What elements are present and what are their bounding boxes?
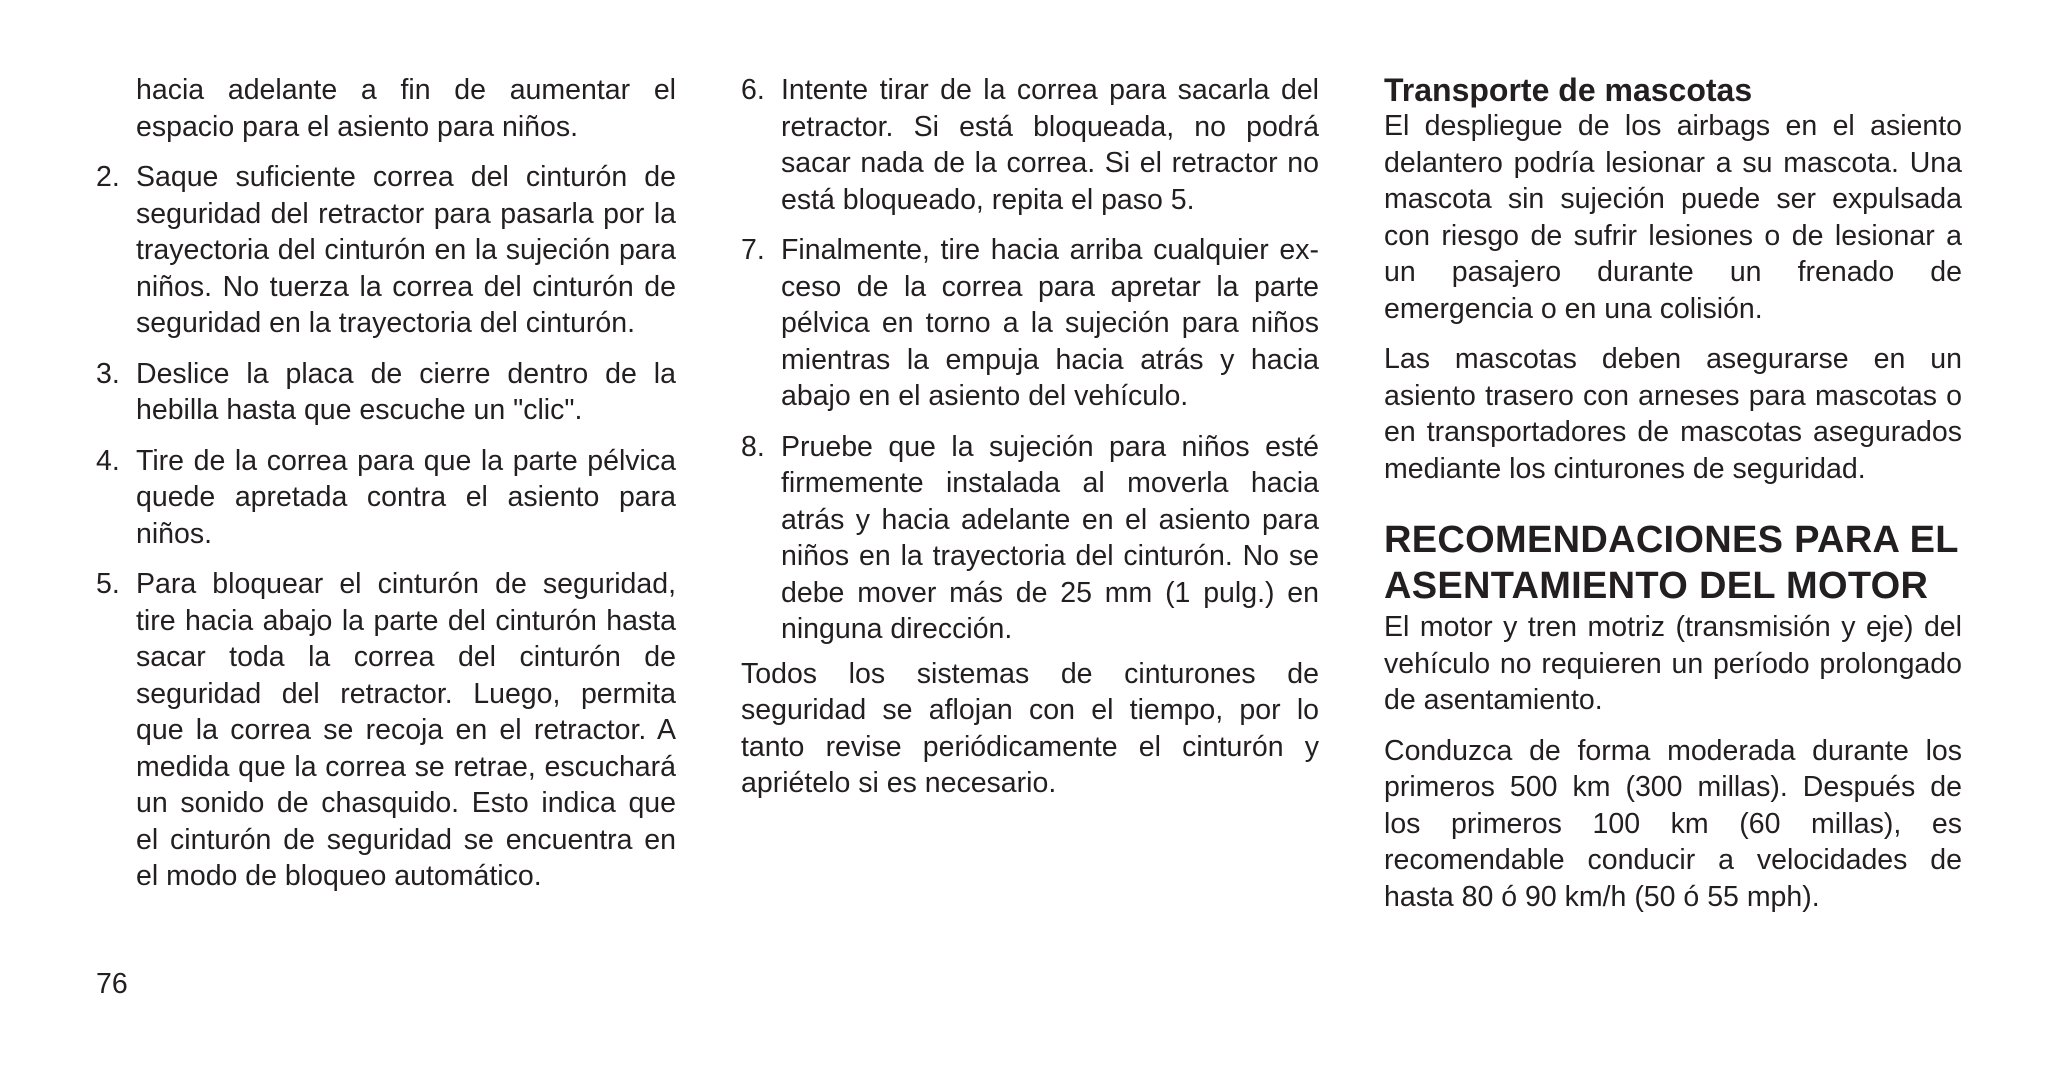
list-item-step-7 bbox=[741, 232, 1319, 415]
step-number: 3. bbox=[96, 357, 120, 390]
engine-paragraph: Conduzca de forma moderada durante los primeros 500 km (300 millas). Después de los primeros 100 km (60 millas), es recomendable conducir a velocidades de hasta 80 ó 90 km/h (50 ó 55 mph). bbox=[1384, 734, 1962, 913]
step-number: 4. bbox=[96, 444, 120, 477]
step-text: Pruebe que la sujeción para niños esté firmemente instalada al moverla hacia atrás y hacia adelante en el asiento para niños en la trayectoria del cinturón. No se debe mover más de 25 mm (1 pulg.) en ninguna dirección. bbox=[781, 430, 1319, 645]
column-left bbox=[96, 72, 676, 909]
column-right bbox=[1384, 72, 1962, 929]
step-text: Deslice la placa de cierre dentro de la hebilla hasta que escuche un "clic". bbox=[136, 357, 676, 426]
list-item-step-6 bbox=[741, 72, 1319, 218]
pets-heading: Transporte de mascotas bbox=[1384, 72, 1753, 108]
step-text: Intente tirar de la correa para sacarla del retractor. Si está bloqueada, no podrá sacar nada de la correa. Si el retractor no está bloqueado, repita el paso 5. bbox=[781, 74, 1319, 216]
list-item-step-8 bbox=[741, 429, 1319, 648]
pets-paragraph: El despliegue de los airbags en el asiento delantero podría lesionar a su mascota. Una mascota sin sujeción puede ser expulsada con riesgo de sufrir lesiones o de lesionar a un pasajero durante un frenado de emergencia o en una colisión. bbox=[1384, 110, 1962, 325]
column-middle bbox=[741, 72, 1319, 816]
list-item-step-2 bbox=[96, 159, 676, 342]
list-item-step-5 bbox=[96, 566, 676, 895]
step-number: 6. bbox=[741, 74, 765, 106]
pets-paragraph: Las mascotas deben asegurarse en un asiento trasero con arneses para mascotas o en transportadores de mascotas asegurados mediante los cinturones de seguridad. bbox=[1384, 343, 1962, 485]
step-number: 8. bbox=[741, 430, 765, 463]
step-number: 5. bbox=[96, 568, 120, 600]
list-item-continuation: hacia adelante a fin de aumentar el espacio para el asiento para niños. bbox=[136, 74, 676, 143]
step-text: Finalmente, tire hacia arriba cualquier exceso de la correa para apretar la parte pélvica en torno a la sujeción para niños mientras la empuja hacia atrás y hacia abajo en el asiento del vehículo. bbox=[781, 234, 1319, 412]
step-text: Tire de la correa para que la parte pélvica quede apretada contra el asiento para niños. bbox=[136, 444, 676, 550]
list-item-step-4 bbox=[96, 443, 676, 553]
step-text: Para bloquear el cinturón de seguridad, tire hacia abajo la parte del cinturón hasta sacar toda la correa del cinturón de seguridad del retractor. Luego, permita que la correa se recoja en el retractor. A medida que la correa se retrae, escuchará un sonido de chasquido. Esto indica que el cinturón de seguridad se encuentra en el modo de bloqueo automático. bbox=[136, 568, 676, 892]
step-number: 7. bbox=[741, 234, 765, 266]
step-number: 2. bbox=[96, 161, 120, 193]
step-text: Saque suficiente correa del cinturón de seguridad del retractor para pasarla por la trayectoria del cinturón en la sujeción para niños. No tuerza la correa del cinturón de seguridad en la trayectoria del cinturón. bbox=[136, 161, 676, 339]
list-item-step-3 bbox=[96, 356, 676, 429]
closing-paragraph: Todos los sistemas de cinturones de seguridad se aflojan con el tiempo, por lo tanto revise periódicamente el cinturón y apriételo si es necesario. bbox=[741, 657, 1319, 799]
engine-paragraph: El motor y tren motriz (transmisión y eje) del vehículo no requieren un período prolongado de asentamiento. bbox=[1384, 611, 1962, 716]
engine-section-title: RECOMENDACIONES PARA EL ASENTAMIENTO DEL MOTOR bbox=[1384, 519, 1959, 607]
page-number: 76 bbox=[96, 968, 128, 1000]
